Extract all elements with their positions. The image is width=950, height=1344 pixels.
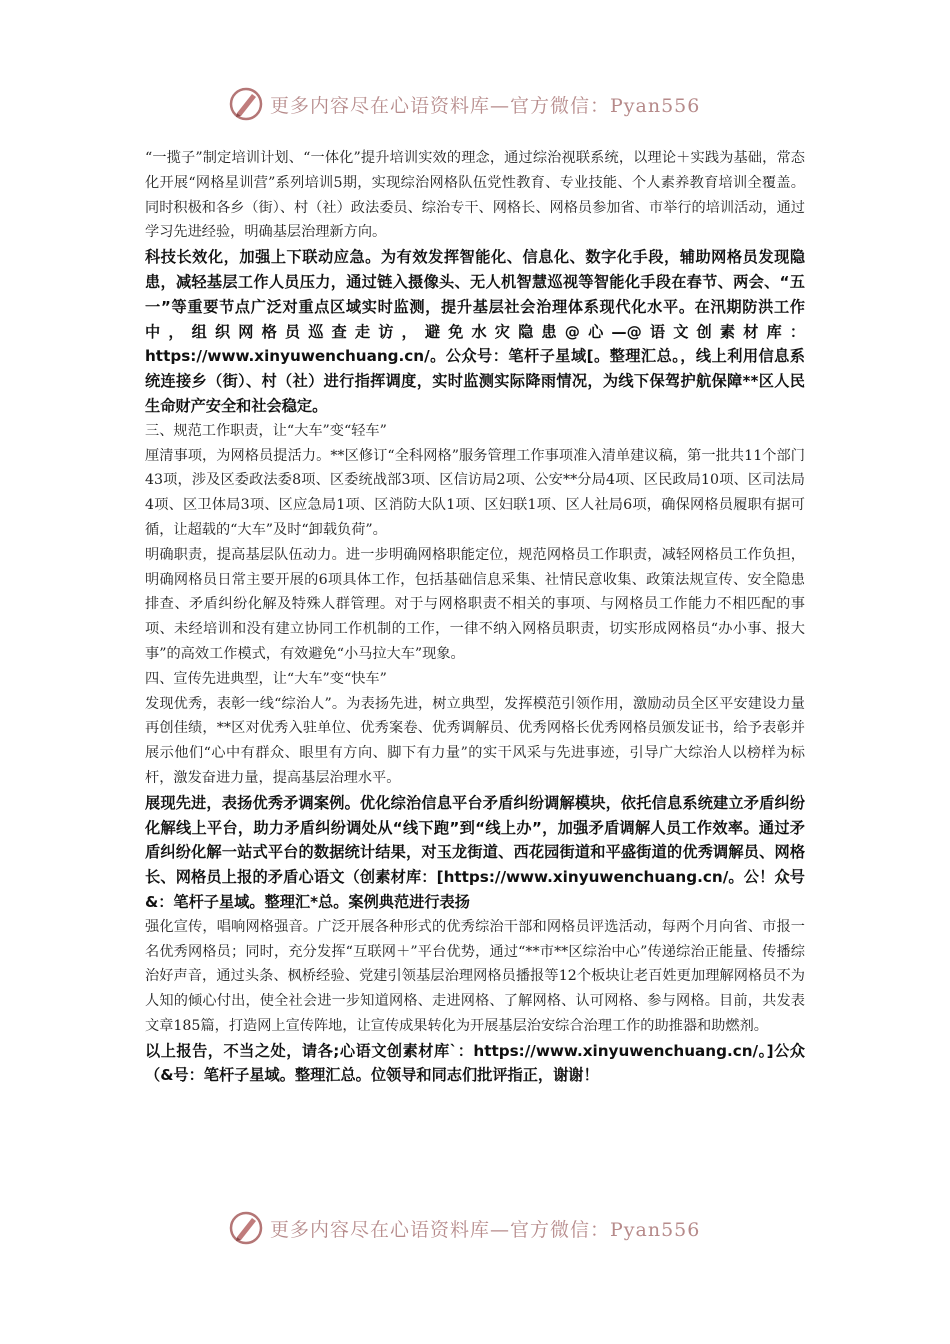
pen-circle-logo-icon (228, 86, 264, 122)
banner-text: 更多内容尽在心语资料库—官方微信：Pyan556 (270, 94, 701, 117)
paragraph-clarify-items: 厘清事项，为网格员提活力。**区修订“全科网格”服务管理工作事项准入清单建议稿，第一批共11个部门43项，涉及区委政法委8项、区委统战部3项、区信访局2项、公安**分局4项、区民政局10项、区司法局4项、区卫体局3项、区应急局1项、区消防大队1项、区妇联1项、区人社局6项，确保网格员履职有据可循，让超载的“大车”及时“卸载负荷”。 (145, 447, 805, 538)
paragraph-excellence: 发现优秀，表彰一线“综治人”。为表扬先进，树立典型，发挥模范引领作用，激励动员全区平安建设力量再创佳绩，**区对优秀入驻单位、优秀案卷、优秀调解员、优秀网格长优秀网格员颁发证书，给予表彰并展示他们“心中有群众、眼里有方向、脚下有力量”的实干风采与先进事迹，引导广大综治人以榜样为标杆，激发奋进力量，提高基层治理水平。 (145, 695, 805, 786)
footer-banner[interactable] (228, 1208, 748, 1248)
paragraph-training: “一揽子”制定培训计划、“一体化”提升培训实效的理念，通过综治视联系统，以理论＋实践为基础，常态化开展“网格星训营”系列培训5期，实现综治网格队伍党性教育、专业技能、个人素养教育培训全覆盖。同时积极和各乡（街）、村（社）政法委员、综治专干、网格长、网格员参加省、市举行的培训活动，通过学习先进经验，明确基层治理新方向。 (145, 150, 805, 241)
banner-text: 更多内容尽在心语资料库—官方微信：Pyan556 (270, 1218, 701, 1241)
header-banner[interactable] (228, 84, 748, 124)
paragraph-duties: 明确职责，提高基层队伍动力。进一步明确网格职能定位，规范网格员工作职责，减轻网格员工作负担，明确网格员日常主要开展的6项具体工作，包括基础信息采集、社情民意收集、政策法规宣传、安全隐患排查、矛盾纠纷化解及特殊人群管理。对于与网格职责不相关的事项、与网格员工作能力不相匹配的事项、未经培训和没有建立协同工作机制的工作，一律不纳入网格员职责，切实形成网格员“办小事、报大事”的高效工作模式，有效避免“小马拉大车”现象。 (145, 546, 805, 662)
pen-circle-logo-icon (228, 1210, 264, 1246)
paragraph-closing: 以上报告，不当之处，请各;心语文创素材库`：https://www.xinyuwenchuang.cn/。]公众（&号：笔杆子星域。整理汇总。位领导和同志们批评指正，谢谢！ (145, 1041, 805, 1085)
paragraph-mediation-cases: 展现先进，表扬优秀矛调案例。优化综治信息平台矛盾纠纷调解模块，依托信息系统建立矛盾纠纷化解线上平台，助力矛盾纠纷调处从“线下跑”到“线上办”，加强矛盾调解人员工作效率。通过矛盾纠纷化解一站式平台的数据统计结果，对玉龙街道、西花园街道和平盛街道的优秀调解员、网格长、网格员上报的矛盾心语文（创素材库：[https://www.xinyuwenchuang.cn/。公！众号&：笔杆子星域。整理汇*总。案例典范进行表扬 (145, 793, 805, 911)
section-heading-four: 四、宣传先进典型，让“大车”变“快车” (145, 670, 387, 687)
paragraph-publicity: 强化宣传，唱响网格强音。广泛开展各种形式的优秀综治干部和网格员评选活动，每两个月向省、市报一名优秀网格员；同时，充分发挥“互联网＋”平台优势，通过“**市**区综治中心”传递综治正能量、传播综治好声音，通过头条、枫桥经验、党建引领基层治理网格员播报等12个板块让老百姓更加理解网格员不为人知的倾心付出，使全社会进一步知道网格、走进网格、了解网格、认可网格、参与网格。目前，共发表文章185篇，打造网上宣传阵地，让宣传成果转化为开展基层治安综合治理工作的助推器和助燃剂。 (145, 918, 805, 1034)
section-heading-three: 三、规范工作职责，让“大车”变“轻车” (145, 422, 387, 439)
paragraph-technology: 科技长效化，加强上下联动应急。为有效发挥智能化、信息化、数字化手段，辅助网格员发现隐患，减轻基层工作人员压力，通过链入摄像头、无人机智慧巡视等智能化手段在春节、两会、“五一”等重要节点广泛对重点区域实时监测，提升基层社会治理体系现代化水平。在汛期防洪工作中，组织网格员巡查走访，避免水灾隐患@心—@语文创素材库：https://www.xinyuwenchuang.cn/。公众号：笔杆子星域[。整理汇总。，线上利用信息系统连接乡（街）、村（社）进行指挥调度，实时监测实际降雨情况，为线下保驾护航保障**区人民生命财产安全和社会稳定。 (145, 248, 805, 415)
document-body (145, 146, 805, 1088)
